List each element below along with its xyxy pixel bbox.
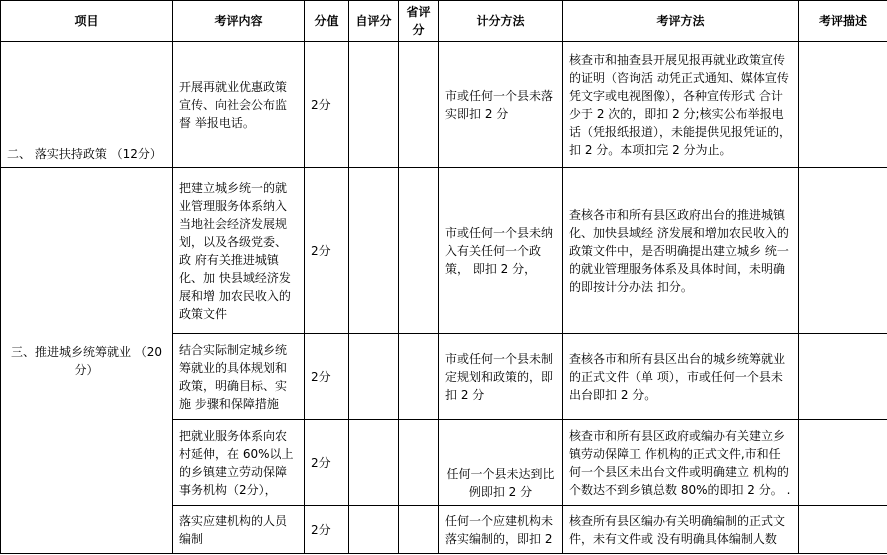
table-row — [1, 42, 887, 168]
scoring-method-cell: 市或任何一个县未制定规划和政策的，即扣 2 分 — [439, 334, 563, 420]
province-score-cell[interactable] — [399, 42, 439, 168]
score-cell: 2分 — [305, 168, 349, 334]
header-score: 分值 — [305, 1, 349, 42]
description-cell[interactable] — [799, 334, 887, 420]
scoring-method-cell: 市或任何一个县未纳入有关任何一个政策， 即扣 2 分， — [439, 168, 563, 334]
table-row — [1, 168, 887, 334]
evaluation-method-cell: 查核各市和所有县区出台的城乡统筹就业的正式文件（单 项），市或任何一个县未出台即扣 2 分。 — [563, 334, 799, 420]
header-description: 考评描述 — [799, 1, 887, 42]
description-cell[interactable] — [799, 420, 887, 506]
self-score-cell[interactable] — [349, 334, 399, 420]
self-score-cell[interactable] — [349, 506, 399, 554]
item-label: 二、 落实扶持政策 （12分） — [7, 147, 162, 161]
self-score-cell[interactable] — [349, 168, 399, 334]
content-cell: 结合实际制定城乡统筹就业的具体规划和政策，明确目标、实施 步骤和保障措施 — [173, 334, 305, 420]
self-score-cell[interactable] — [349, 42, 399, 168]
header-item: 项目 — [1, 1, 173, 42]
score-cell: 2分 — [305, 506, 349, 554]
description-cell[interactable] — [799, 168, 887, 334]
header-row — [1, 1, 887, 42]
evaluation-method-cell: 核查市和所有县区政府或编办有关建立乡镇劳动保障工 作机构的正式文件,市和任何一个县区未出台文件或明确建立 机构的个数达不到乡镇总数 80%的即扣 2 分。 . — [563, 420, 799, 506]
scoring-method-cell: 任何一个应建机构未落实编制的，即扣 2 — [439, 506, 563, 554]
content-cell: 把就业服务体系向农村延伸，在 60%以上的乡镇建立劳动保障事务机构（2分）， — [173, 420, 305, 506]
province-score-cell[interactable] — [399, 334, 439, 420]
score-cell: 2分 — [305, 42, 349, 168]
score-cell: 2分 — [305, 334, 349, 420]
scoring-method-cell — [439, 420, 563, 506]
evaluation-method-cell: 核查市和抽查县开展见报再就业政策宣传的证明（咨询活 动凭正式通知、媒体宣传凭文字或电视图像），各种宣传形式 合计少于 2 次的，即扣 2 分;核实公布举报电话（凭报纸报道），未能提供见报凭证的，扣 2 分。本项扣完 2 分为止。 — [563, 42, 799, 168]
item-cell — [1, 168, 173, 554]
scoring-method-cell: 市或任何一个县未落实即扣 2 分 — [439, 42, 563, 168]
header-scoring-method: 计分方法 — [439, 1, 563, 42]
scoring-method-text: 任何一个县未达到比例即扣 2 分 — [446, 467, 555, 499]
item-cell — [1, 42, 173, 168]
item-label: 三、推进城乡统筹就业 （20分） — [10, 344, 163, 377]
header-self-score: 自评分 — [349, 1, 399, 42]
evaluation-method-cell: 查核各市和所有县区政府出台的推进城镇化、加快县域经 济发展和增加农民收入的政策文件中，是否明确提出建立城乡 统一的就业管理服务体系及具体时间，未明确的即按计分办法 扣分。 — [563, 168, 799, 334]
content-cell: 开展再就业优惠政策宣传、向社会公布监督 举报电话。 — [173, 42, 305, 168]
header-evaluation-method: 考评方法 — [563, 1, 799, 42]
content-cell: 把建立城乡统一的就业管理服务体系纳入当地社会经济发展规划，以及各级党委、政 府有关推进城镇化、加 快县域经济发展和增 加农民收入的政策文件 — [173, 168, 305, 334]
description-cell[interactable] — [799, 42, 887, 168]
evaluation-method-cell: 核查所有县区编办有关明确编制的正式文件，未有文件或 没有明确具体编制人数 — [563, 506, 799, 554]
score-cell: 2分 — [305, 420, 349, 506]
header-content: 考评内容 — [173, 1, 305, 42]
header-province-score: 省评分 — [399, 1, 439, 42]
self-score-cell[interactable] — [349, 420, 399, 506]
province-score-cell[interactable] — [399, 506, 439, 554]
content-cell: 落实应建机构的人员编制 — [173, 506, 305, 554]
province-score-cell[interactable] — [399, 420, 439, 506]
province-score-cell[interactable] — [399, 168, 439, 334]
description-cell[interactable] — [799, 506, 887, 554]
